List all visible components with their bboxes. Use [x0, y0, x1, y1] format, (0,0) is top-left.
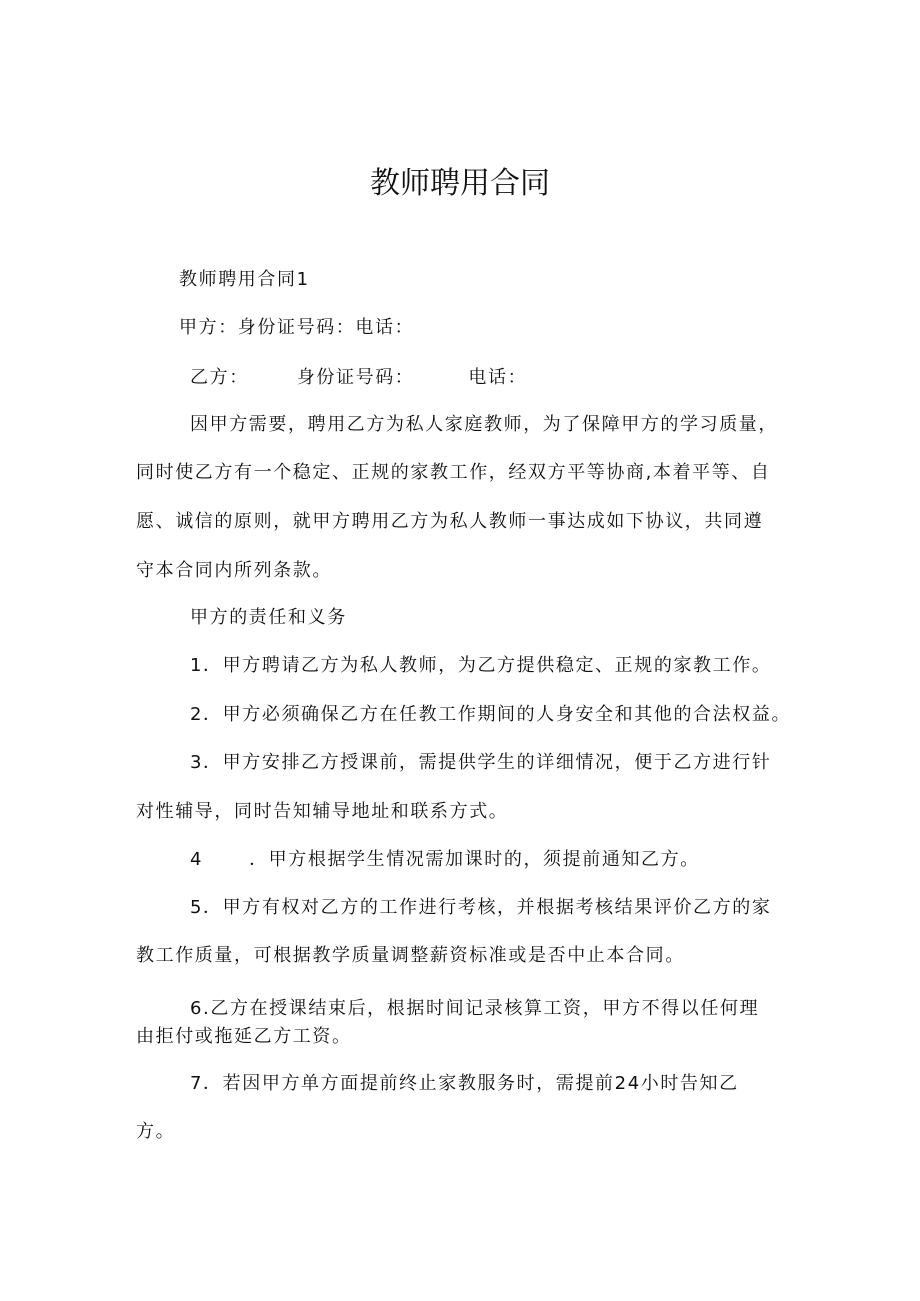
clause-5-line-1: 5．甲方有权对乙方的工作进行考核，并根据考核结果评价乙方的家 [190, 897, 772, 918]
party-a-line: 甲方：身份证号码：电话： [179, 317, 415, 338]
party-b-line [190, 366, 527, 390]
contract-heading: 教师聘用合同1 [179, 269, 310, 290]
clause-3-line-2: 对性辅导，同时告知辅导地址和联系方式。 [136, 801, 509, 822]
party-b-phone-label: 电话： [468, 367, 528, 388]
clause-4-number: 4 [190, 849, 204, 870]
clause-7-line-1: 7．若因甲方单方面提前终止家教服务时，需提前24小时告知乙 [190, 1073, 739, 1094]
party-b-id-label: 身份证号码： [296, 367, 415, 388]
clause-4 [190, 848, 700, 872]
section-a-heading: 甲方的责任和义务 [190, 607, 347, 628]
clause-3-line-1: 3．甲方安排乙方授课前，需提供学生的详细情况，便于乙方进行针 [190, 752, 772, 773]
clause-6-line-2: 由拒付或拖延乙方工资。 [136, 1026, 352, 1047]
intro-line-1: 因甲方需要，聘用乙方为私人家庭教师，为了保障甲方的学习质量， [190, 414, 778, 435]
clause-6-line-1: 6.乙方在授课结束后，根据时间记录核算工资，甲方不得以任何理 [190, 998, 760, 1019]
clause-1: 1．甲方聘请乙方为私人教师，为乙方提供稳定、正规的家教工作。 [190, 655, 772, 676]
clause-2: 2．甲方必须确保乙方在任教工作期间的人身安全和其他的合法权益。 [190, 704, 792, 725]
party-b-label: 乙方： [190, 367, 249, 388]
intro-line-4: 守本合同内所列条款。 [136, 560, 332, 581]
document-title: 教师聘用合同 [370, 166, 550, 201]
intro-line-2: 同时使乙方有一个稳定、正规的家教工作，经双方平等协商,本着平等、自 [136, 462, 771, 483]
clause-5-line-2: 教工作质量，可根据教学质量调整薪资标准或是否中止本合同。 [136, 945, 685, 966]
clause-4-text: ．甲方根据学生情况需加课时的，须提前通知乙方。 [249, 849, 700, 870]
intro-line-3: 愿、诚信的原则，就甲方聘用乙方为私人教师一事达成如下协议，共同遵 [136, 511, 764, 532]
clause-7-line-2: 方。 [136, 1121, 176, 1142]
